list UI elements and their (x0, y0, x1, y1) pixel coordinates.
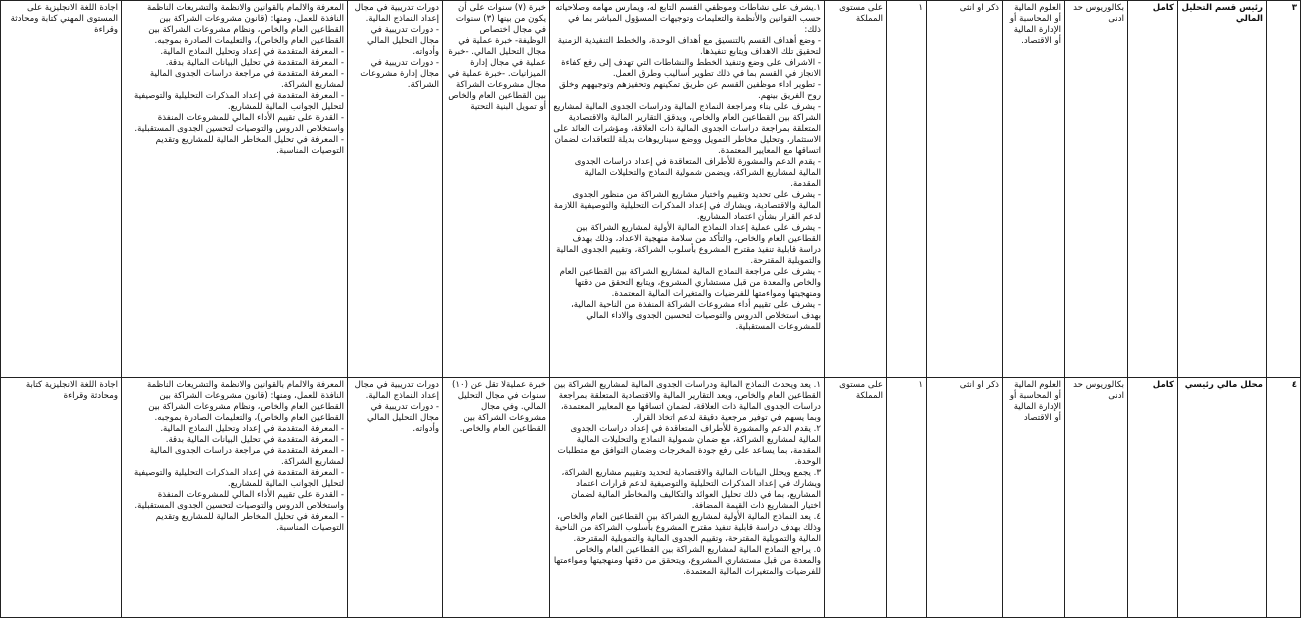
employment-status: كامل (1128, 378, 1178, 618)
job-duties-line: - يقدم الدعم والمشورة للأطراف المتعاقدة في إعداد دراسات الجدوى المالية لمشاريع الشراكة، ويضمن شمولية النماذج والتحليلات المالية المقدمة. (574, 157, 821, 189)
minimum-qualification: بكالوريوس حد ادنى (1065, 1, 1128, 378)
job-duties-line: - الاشراف على وضع وتنفيذ الخطط والنشاطات التي تهدف إلى رفع كفاءة الانجاز في القسم بما في ذلك تطوير أساليب وطرق العمل. (561, 58, 821, 79)
job-duties-line: ٣. يجمع ويحلل البيانات المالية والاقتصادية لتحديد وتقييم مشاريع الشراكة، ويشارك في إعداد المذكرات التحليلية والتوصيفية لدعم قرارات اعتماد المشاريع، بما في ذلك تحليل العوائد والتكاليف والمخاطر المالية لضمان اختيار المشاريع ذات القيمة المضافة. (561, 468, 821, 511)
training-courses (348, 1, 443, 378)
knowledge-requirements-line: - المعرفة المتقدمة في إعداد وتحليل النماذج المالية. (160, 424, 344, 434)
knowledge-requirements (122, 378, 348, 618)
specialization: العلوم المالية أو المحاسبة أو الإدارة المالية أو الاقتصاد. (1003, 1, 1065, 378)
job-row (1, 378, 1301, 618)
job-duties-line: - تطوير اداء موظفين القسم عن طريق تمكينهم وتحفيزهم وتوجيههم وخلق روح الفريق بينهم. (559, 80, 821, 101)
experience-requirements: خبرة (٧) سنوات على أن يكون من بينها (٣) سنوات في مجال اختصاص الوظيفة- خبرة عملية في مجال التحليل المالي. -خبرة عملية في مجال إدارة الميزانيات. -خبرة عملية في مجال مشروعات الشراكة بين القطاعين العام والخاص أو تمويل البنية التحتية (443, 1, 550, 378)
employment-status: كامل (1128, 1, 1178, 378)
training-courses-line: دورات تدريبية في مجال إعداد النماذج المالية. (354, 380, 439, 401)
row-number: ٤ (1267, 378, 1301, 618)
work-location: على مستوى المملكة (825, 378, 887, 618)
job-title: رئيس قسم التحليل المالي (1178, 1, 1267, 378)
training-courses (348, 378, 443, 618)
job-duties-line: ٤. يعد النماذج المالية الأولية لمشاريع الشراكة بين القطاعين العام والخاص، وذلك بهدف دراسة قابلية تنفيذ مقترح المشروع بأسلوب الشراكة من الناحية المالية والتمويلية المقترحة، وتقييم الجدوى المالية والتمويلية المقترحة. (554, 512, 821, 544)
vacancy-count: ١ (887, 378, 927, 618)
job-title: محلل مالي رئيسي (1178, 378, 1267, 618)
knowledge-requirements-line: - المعرفة المتقدمة في إعداد المذكرات التحليلية والتوصيفية لتحليل الجوانب المالية للمشاريع. (133, 91, 344, 112)
training-courses-line: - دورات تدريبية في مجال إدارة مشروعات الشراكة. (360, 58, 439, 90)
job-duties-line: - يشرف على تحديد وتقييم واختيار مشاريع الشراكة من منظور الجدوى المالية والاقتصادية، ويشارك في إعداد المذكرات التحليلية والتوصيفية اللازمة لدعم القرار بشأن اعتماد المشاريع. (553, 190, 821, 222)
vacancy-count: ١ (887, 1, 927, 378)
row-number: ٣ (1267, 1, 1301, 378)
knowledge-requirements-line: - المعرفة المتقدمة في تحليل البيانات المالية بدقة. (165, 58, 344, 68)
job-duties-line: - يشرف على تقييم أداء مشروعات الشراكة المنفذة من الناحية المالية، بهدف استخلاص الدروس والتوصيات لتحسين الجدوى والاداء المالي للمشروعات المستقبلية. (570, 300, 821, 332)
gender: ذكر او انثى (927, 378, 1003, 618)
job-row (1, 1, 1301, 378)
knowledge-requirements-line: - المعرفة في تحليل المخاطر المالية للمشاريع وتقديم التوصيات المناسبة. (155, 135, 344, 156)
job-duties-line: ٥. يراجع النماذج المالية لمشاريع الشراكة بين القطاعين العام والخاص والمعدة من قبل مستشاري المشروع، ويتحقق من دقتها ومنهجيتها ومواءمتها للفرضيات والمتغيرات المالية المعتمدة. (553, 545, 821, 577)
language-skills: اجادة اللغة الانجليزية كتابة ومحادثة وقراءة (1, 378, 122, 618)
job-duties (550, 378, 825, 618)
experience-requirements: خبرة عمليةلا تقل عن (١٠) سنوات في مجال التحليل المالي. وفي مجال مشروعات الشراكة بين القطاعين العام والخاص. (443, 378, 550, 618)
job-duties-line: - وضع أهداف القسم بالتنسيق مع أهداف الوحدة، والخطط التنفيذية الزمنية لتحقيق تلك الاهداف ويتابع تنفيذها. (557, 36, 821, 57)
specialization: العلوم المالية أو المحاسبة أو الإدارة المالية أو الاقتصاد (1003, 378, 1065, 618)
language-skills: اجادة اللغة الانجليزية على المستوى المهني كتابة ومحادثة وقراءة (1, 1, 122, 378)
knowledge-requirements-line: - القدرة على تقييم الأداء المالي للمشروعات المنفذة واستخلاص الدروس والتوصيات لتحسين الجدوى المستقبلية. (134, 113, 344, 134)
knowledge-requirements-line: - المعرفة المتقدمة في إعداد وتحليل النماذج المالية. (160, 47, 344, 57)
job-duties-line: ١. يعد ويحدث النماذج المالية ودراسات الجدوى المالية لمشاريع الشراكة بين القطاعين العام والخاص، ويعد التقارير المالية والاقتصادية المتعلقة بمراجعة دراسات الجدوى المالية ذات العلاقة، لضمان اتساقها مع المعايير المعتمدة، وبما يسهم في توفير مرجعية دقيقة لدعم اتخاذ القرار. (553, 380, 821, 423)
job-duties-line: ١.يشرف على نشاطات وموظفي القسم التابع له، ويمارس مهامه وصلاحياته حسب القوانين والأنظمة والتعليمات وتوجيهات المسؤول المباشر بما في ذلك: (555, 3, 821, 35)
work-location: على مستوى المملكة (825, 1, 887, 378)
knowledge-requirements-line: المعرفة والالمام بالقوانين والانظمة والتشريعات الناظمة النافذة للعمل، ومنها: (قانون مشروعات الشراكة بين القطاعين العام والخاص، ونظام مشروعات الشراكة بين القطاعين العام والخاص)، والتعليمات الصادرة بموجبه. (146, 380, 344, 423)
training-courses-line: - دورات تدريبية في مجال التحليل المالي وأدواته. (367, 25, 439, 57)
job-duties-line: - يشرف على عملية إعداد النماذج المالية الأولية لمشاريع الشراكة بين القطاعين العام والخاص، والتأكد من سلامة منهجية الاعداد، وذلك بهدف دراسة قابلية تنفيذ مقترح المشروع بأسلوب الشراكة، وتقييم الجدوى المالية والتمويلية المقترحة. (556, 223, 821, 266)
job-duties (550, 1, 825, 378)
training-courses-line: - دورات تدريبية في مجال التحليل المالي وأدواته. (367, 402, 439, 434)
gender: ذكر او انثى (927, 1, 1003, 378)
knowledge-requirements-line: - المعرفة المتقدمة في تحليل البيانات المالية بدقة. (165, 435, 344, 445)
knowledge-requirements (122, 1, 348, 378)
knowledge-requirements-line: - المعرفة المتقدمة في مراجعة دراسات الجدوى المالية لمشاريع الشراكة. (149, 446, 344, 467)
job-duties-line: - يشرف على بناء ومراجعة النماذج المالية ودراسات الجدوى المالية لمشاريع الشراكة بين القطاعين العام والخاص، ويدقق التقارير المالية والاقتصادية المتعلقة بمراجعة دراسات الجدوى المالية ذات العلاقة، ومؤشرات العائد على الاستثمار، وتحليل مخاطر التمويل ووضع سيناريوهات بديلة للتعاقدات لضمان اتساقها مع المعايير المعتمدة. (553, 102, 821, 156)
knowledge-requirements-line: - المعرفة المتقدمة في إعداد المذكرات التحليلية والتوصيفية لتحليل الجوانب المالية للمشاريع. (133, 468, 344, 489)
job-duties-line: ٢. يقدم الدعم والمشورة للأطراف المتعاقدة في إعداد دراسات الجدوى المالية لمشاريع الشراكة، مع ضمان شمولية النماذج والتحليلات المالية المقدمة، بما يساعد على رفع جودة المخرجات وضمان التوافق مع متطلبات الوحدة. (557, 424, 821, 467)
training-courses-line: دورات تدريبية في مجال إعداد النماذج المالية. (354, 3, 439, 24)
knowledge-requirements-line: - القدرة على تقييم الأداء المالي للمشروعات المنفذة واستخلاص الدروس والتوصيات لتحسين الجدوى المستقبلية. (134, 490, 344, 511)
minimum-qualification: بكالوريوس حد ادنى (1065, 378, 1128, 618)
knowledge-requirements-line: - المعرفة المتقدمة في مراجعة دراسات الجدوى المالية لمشاريع الشراكة. (149, 69, 344, 90)
knowledge-requirements-line: المعرفة والالمام بالقوانين والانظمة والتشريعات الناظمة النافذة للعمل، ومنها: (قانون مشروعات الشراكة بين القطاعين العام والخاص، ونظام مشروعات الشراكة بين القطاعين العام والخاص)، والتعليمات الصادرة بموجبه. (146, 3, 344, 46)
job-duties-line: - يشرف على مراجعة النماذج المالية لمشاريع الشراكة بين القطاعين العام والخاص والمعدة من قبل مستشاري المشروع، ويتابع التحقق من دقتها ومنهجيتها ومواءمتها للفرضيات والمتغيرات المالية المعتمدة. (559, 267, 821, 299)
knowledge-requirements-line: - المعرفة في تحليل المخاطر المالية للمشاريع وتقديم التوصيات المناسبة. (155, 512, 344, 533)
